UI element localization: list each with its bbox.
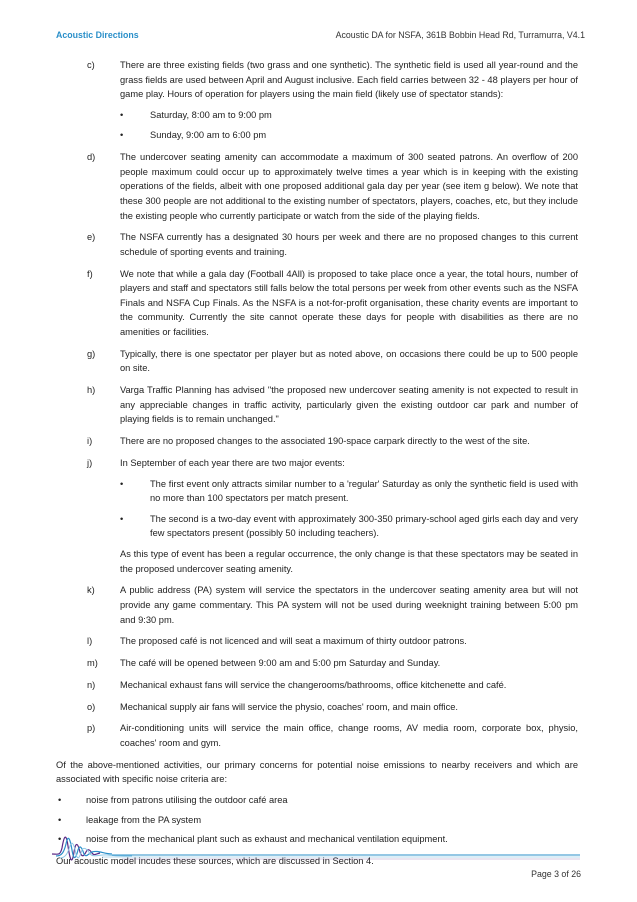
list-item-f	[56, 267, 578, 340]
bullet-icon: •	[120, 109, 124, 120]
item-text: The proposed café is not licenced and will seat a maximum of thirty outdoor patrons.	[120, 636, 467, 647]
item-text: Air-conditioning units will service the main office, change rooms, AV media room, corporate box, physio, coaches' room and gym.	[120, 723, 578, 748]
item-text: There are three existing fields (two grass and one synthetic). The synthetic field is used all year-round and the grass fields are used between April and August inclusive. Each field carries between 32 - 48 players per hour of game play. Hours of operation for players using the main field (likely use of spectator stands):	[120, 60, 578, 100]
item-text: A public address (PA) system will service the spectators in the undercover seating amenity area but will not provide any game commentary. This PA system will not be used during weeknight training between 5:00 pm and 9:30 pm.	[120, 585, 578, 625]
concern-bullet: • leakage from the PA system	[56, 813, 578, 828]
list-item-i	[56, 434, 578, 449]
list-item-p	[56, 721, 578, 750]
list-item-h	[56, 383, 578, 427]
item-text: There are no proposed changes to the associated 190-space carpark directly to the west of the site.	[120, 436, 530, 447]
item-text: The undercover seating amenity can accommodate a maximum of 300 seated patrons. An overflow of 200 people maximum could occur up to approximately twelve times a year which is in keeping with the existing operations of the fields, albeit with one proposed additional gala day per year (see item g below). We note that these 300 people are not additional to the existing number of spectators, players, coaches, etc, but they include the existing people who currently participate or watch from the side of the playing fields.	[120, 152, 578, 221]
item-label: o)	[87, 701, 96, 712]
list-item-o	[56, 700, 578, 715]
list-item-k	[56, 583, 578, 627]
bullet-icon: •	[120, 130, 124, 141]
bullet-item: • The first event only attracts similar number to a 'regular' Saturday as only the synthetic field is used with no more than 100 spectators per match present.	[120, 478, 578, 504]
bullet-item: • Saturday, 8:00 am to 9:00 pm	[120, 108, 578, 123]
document-body	[56, 58, 578, 874]
list-item-d	[56, 150, 578, 223]
item-text: Varga Traffic Planning has advised "the proposed new undercover seating amenity is not expected to result in any appreciable changes in traffic activity, particularly given the existing outdoor car park and number of playing fields is to remain unchanged."	[120, 385, 578, 425]
item-text: We note that while a gala day (Football 4All) is proposed to take place once a year, the total hours, number of players and staff and spectators still falls below the total persons per week from other events such as the NSFA Finals and NSFA Cup Finals. As the NSFA is a not-for-profit organisation, these charity events are important to the community. Currently the site cannot operate these days for people with disabilities as there are no amenities or facilities.	[120, 268, 578, 338]
page-number: Page 3 of 26	[531, 869, 581, 879]
list-item-g	[56, 347, 578, 376]
item-text: Typically, there is one spectator per player but as noted above, on occasions there could be up to 500 people on site.	[120, 348, 578, 374]
closing-paragraph: Our acoustic model incudes these sources, which are discussed in Section 4.	[56, 855, 374, 866]
item-label: f)	[87, 268, 93, 279]
list-item-n	[56, 678, 578, 693]
item-text: Mechanical supply air fans will service the physio, coaches' room, and main office.	[120, 701, 459, 712]
bullet-icon: •	[120, 478, 124, 489]
bullet-item: • The second is a two-day event with approximately 300-350 primary-school aged girls each day and very few spectators present (possibly 50 including teachers).	[120, 513, 578, 539]
item-text: In September of each year there are two major events:	[120, 457, 345, 468]
item-label: n)	[87, 679, 96, 690]
bullet-icon: •	[58, 834, 62, 845]
header-document-title: Acoustic DA for NSFA, 361B Bobbin Head Rd, Turramurra, V4.1	[335, 30, 585, 40]
item-label: l)	[87, 636, 93, 647]
item-label: d)	[87, 152, 96, 163]
concern-bullet: • noise from the mechanical plant such as exhaust and mechanical ventilation equipment.	[56, 832, 578, 847]
bullet-icon: •	[58, 794, 62, 805]
item-label: e)	[87, 232, 96, 243]
item-followup-text: As this type of event has been a regular occurrence, the only change is that these spectators may be seated in the proposed undercover seating amenity.	[120, 548, 578, 574]
list-item-j	[56, 456, 578, 576]
bullet-item: • Sunday, 9:00 am to 6:00 pm	[120, 128, 578, 143]
item-label: m)	[87, 658, 98, 669]
summary-paragraph: Of the above-mentioned activities, our primary concerns for potential noise emissions to nearby receivers and which are associated with specific noise criteria are:	[56, 759, 578, 785]
header-brand: Acoustic Directions	[56, 30, 139, 40]
list-item-l	[56, 634, 578, 649]
item-text: The NSFA currently has a designated 30 hours per week and there are no proposed changes to this current schedule of sporting events and training.	[120, 232, 578, 257]
bullet-icon: •	[120, 513, 124, 524]
item-label: k)	[87, 585, 95, 596]
item-text: Mechanical exhaust fans will service the changerooms/bathrooms, office kitchenette and café.	[120, 679, 507, 690]
list-item-c	[56, 58, 578, 143]
item-text: The café will be opened between 9:00 am and 5:00 pm Saturday and Sunday.	[120, 658, 441, 669]
item-label: h)	[87, 385, 96, 396]
item-label: j)	[87, 457, 93, 468]
item-label: p)	[87, 723, 96, 734]
concern-bullet: • noise from patrons utilising the outdoor café area	[56, 793, 578, 808]
item-label: c)	[87, 60, 95, 70]
item-label: g)	[87, 348, 96, 359]
item-label: i)	[87, 436, 93, 447]
waveform-logo-icon	[52, 826, 580, 872]
list-item-e	[56, 230, 578, 259]
list-item-m	[56, 656, 578, 671]
bullet-icon: •	[58, 814, 62, 825]
